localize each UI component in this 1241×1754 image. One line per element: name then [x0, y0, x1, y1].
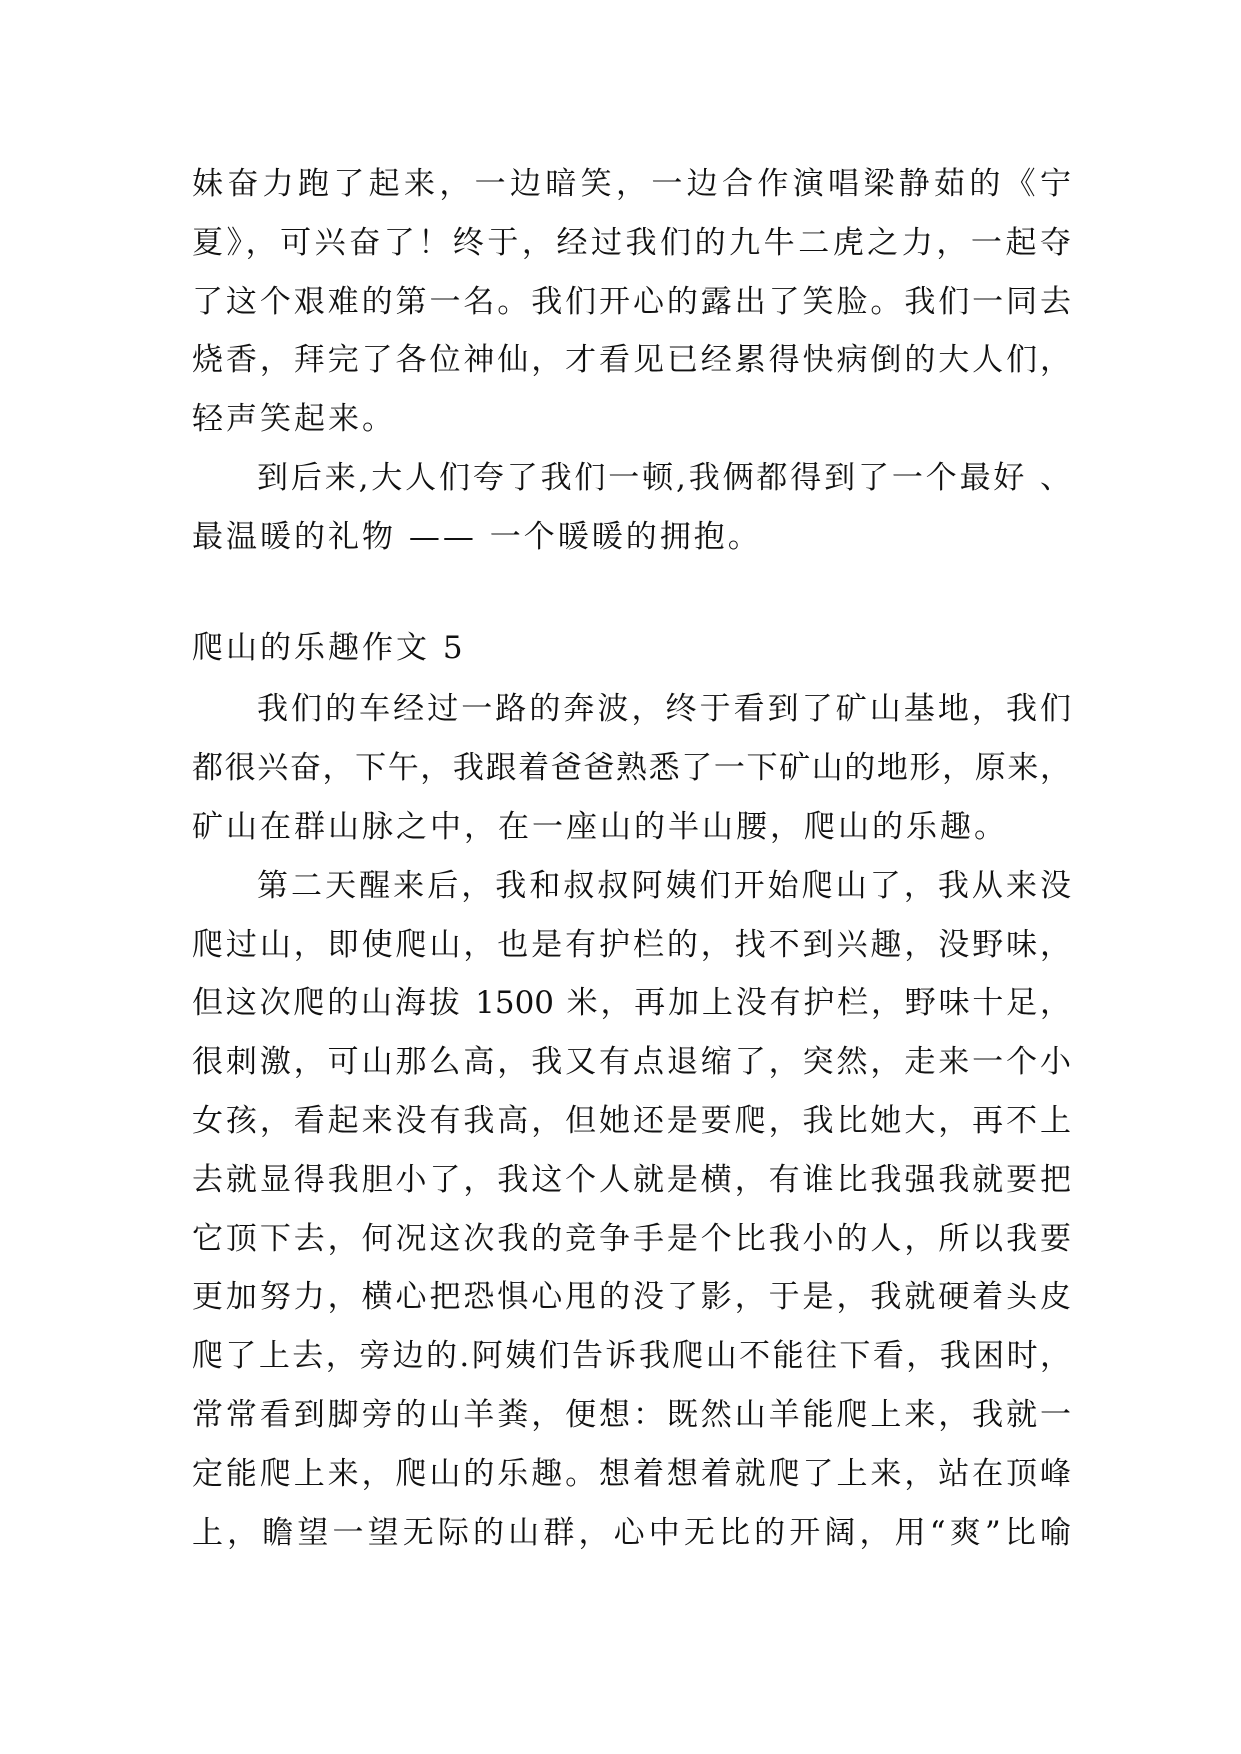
- text-line: 第二天醒来后，我和叔叔阿姨们开始爬山了，我从来没: [257, 867, 1071, 904]
- text-line: 它顶下去，何况这次我的竞争手是个比我小的人，所以我要: [192, 1220, 1071, 1257]
- text-line: 我们的车经过一路的奔波，终于看到了矿山基地，我们: [257, 691, 1071, 728]
- text-line: 最温暖的礼物 —— 一个暖暖的拥抱。: [192, 518, 762, 555]
- text-line: 爬了上去，旁边的.阿姨们告诉我爬山不能往下看，我困时，: [192, 1338, 1071, 1375]
- text-line: 爬过山，即使爬山，也是有护栏的，找不到兴趣，没野味，: [192, 926, 1071, 963]
- text-line: 到后来,大人们夸了我们一顿,我俩都得到了一个最好 、: [257, 459, 1071, 496]
- paragraph: [192, 155, 1071, 449]
- text-line: 常常看到脚旁的山羊粪，便想：既然山羊能爬上来，我就一: [192, 1396, 1071, 1433]
- text-line: 夏》，可兴奋了！终于，经过我们的九牛二虎之力，一起夺: [192, 224, 1071, 261]
- text-line: 轻声笑起来。: [192, 401, 396, 438]
- text-line: 上，瞻望一望无际的山群，心中无比的开阔，用“爽”比喻: [192, 1514, 1071, 1551]
- text-line: 妹奋力跑了起来，一边暗笑，一边合作演唱梁静茹的《宁: [192, 166, 1071, 202]
- text-line: 烧香，拜完了各位神仙，才看见已经累得快病倒的大人们，: [192, 342, 1071, 379]
- text-line: 更加努力，横心把恐惧心甩的没了影，于是，我就硬着头皮: [192, 1279, 1071, 1316]
- paragraph: [192, 449, 1071, 567]
- text-line: 但这次爬的山海拔 1500 米，再加上没有护栏，野味十足，: [192, 985, 1071, 1022]
- text-line: 矿山在群山脉之中，在一座山的半山腰，爬山的乐趣。: [192, 808, 1008, 845]
- paragraph: [192, 680, 1071, 856]
- paragraph: [192, 857, 1071, 1563]
- text-line: 都很兴奋，下午，我跟着爸爸熟悉了一下矿山的地形，原来，: [192, 750, 1071, 787]
- text-line: 了这个艰难的第一名。我们开心的露出了笑脸。我们一同去: [192, 283, 1071, 320]
- text-line: 去就显得我胆小了，我这个人就是横，有谁比我强我就要把: [192, 1161, 1071, 1198]
- document-body: [192, 155, 1071, 1562]
- text-line: 很刺激，可山那么高，我又有点退缩了，突然，走来一个小: [192, 1044, 1071, 1081]
- text-line: 定能爬上来，爬山的乐趣。想着想着就爬了上来，站在顶峰: [192, 1455, 1071, 1492]
- essay-title: 爬山的乐趣作文 5: [192, 629, 466, 666]
- text-line: 女孩，看起来没有我高，但她还是要爬，我比她大，再不上: [192, 1102, 1071, 1139]
